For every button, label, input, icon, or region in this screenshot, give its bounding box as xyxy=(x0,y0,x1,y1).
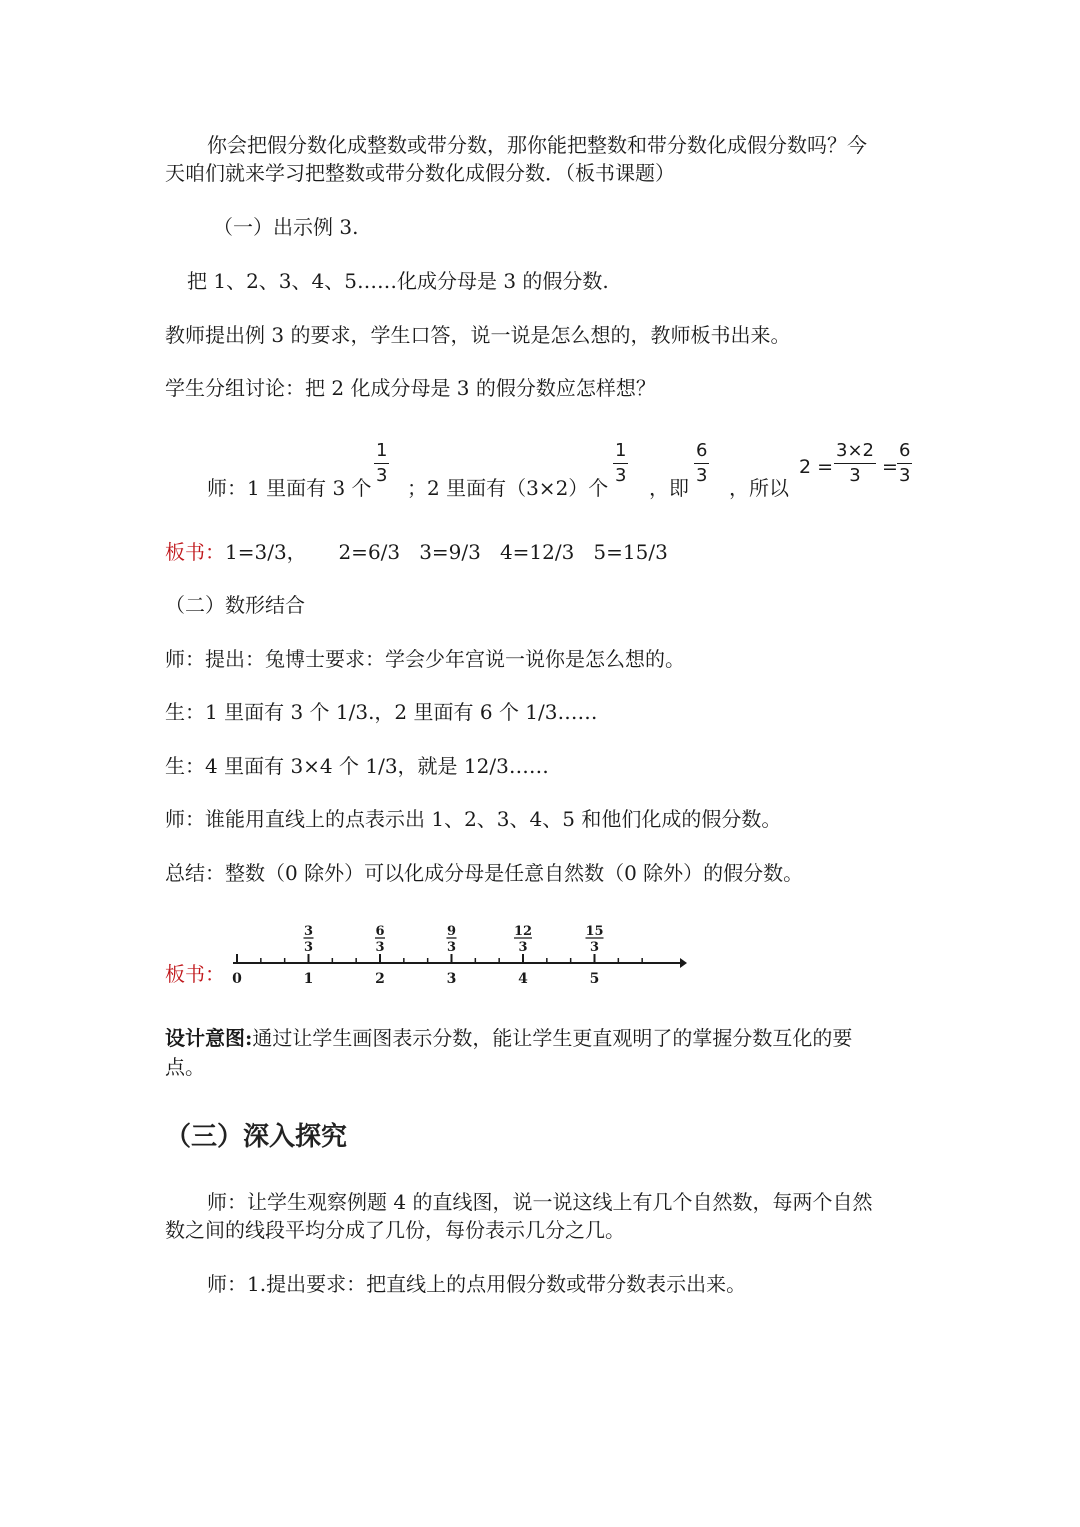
equation-fraction-six-thirds: $\frac{6}{3}$ xyxy=(899,440,911,486)
section3-para-2: 师：1.提出要求：把直线上的点用假分数或带分数表示出来。 xyxy=(207,1272,747,1296)
major-ticks xyxy=(232,924,603,987)
fraction-denominator: 3 xyxy=(375,940,385,955)
board-label: 板书： xyxy=(165,540,225,564)
section2-line-3: 生：4 里面有 3×4 个 1/3，就是 12/3…… xyxy=(165,754,549,778)
board-writing-1 xyxy=(165,537,668,567)
example-3-text: 把 1、2、3、4、5……化成分母是 3 的假分数. xyxy=(187,269,609,293)
fraction-numerator-12: 12 xyxy=(513,924,533,939)
fraction-denominator: 3 xyxy=(518,940,528,955)
section1-title: （一）出示例 3. xyxy=(213,215,359,239)
board-content: 1=3/3， 2=6/3 3=9/3 4=12/3 5=15/3 xyxy=(225,540,668,564)
fraction-numerator-15: 15 xyxy=(585,924,604,939)
design-intent-text: 通过让学生画图表示分数，能让学生更直观明了的掌握分数互化的要 xyxy=(252,1026,853,1050)
number-line-arrow-icon xyxy=(680,958,687,968)
number-line-board-label: 板书： xyxy=(165,962,225,986)
teacher-part-4: ，所以 xyxy=(729,476,789,500)
tick-label-0: 0 xyxy=(232,971,242,987)
design-intent-label: 设计意图: xyxy=(165,1026,253,1050)
tick-label-4: 4 xyxy=(518,971,528,987)
section3-para-1-line-1: 师：让学生观察例题 4 的直线图，说一说这线上有几个自然数，每两个自然 xyxy=(207,1190,873,1214)
tick-label-1: 1 xyxy=(303,971,314,987)
teacher-part-3: ，即 xyxy=(649,476,689,500)
group-discussion-text: 学生分组讨论：把 2 化成分母是 3 的假分数应怎样想？ xyxy=(165,376,656,400)
fraction-one-third-a: $\frac{1}{3}$ xyxy=(376,440,388,486)
fraction-numerator-6: 6 xyxy=(375,924,385,939)
section2-line-2: 生：1 里面有 3 个 1/3.，2 里面有 6 个 1/3…… xyxy=(165,700,598,724)
design-intent-line-2: 点。 xyxy=(165,1055,205,1079)
tick-label-5: 5 xyxy=(589,971,600,987)
intro-line-1: 你会把假分数化成整数或带分数，那你能把整数和带分数化成假分数吗？今 xyxy=(207,133,867,157)
design-intent-line-1 xyxy=(165,1023,852,1053)
fraction-denominator: 3 xyxy=(589,940,600,955)
section3-heading: （三）深入探究 xyxy=(165,1122,348,1152)
section2-summary: 总结：整数（0 除外）可以化成分母是任意自然数（0 除外）的假分数。 xyxy=(165,861,804,885)
teacher-part-1: 师：1 里面有 3 个 xyxy=(207,476,372,500)
number-line-diagram xyxy=(225,920,695,990)
fraction-numerator-3: 3 xyxy=(303,924,314,939)
fraction-six-thirds: $\frac{6}{3}$ xyxy=(696,440,708,486)
equation-equals: = xyxy=(882,456,898,478)
teacher-part-2: ；2 里面有（3×2）个 xyxy=(407,476,609,500)
section3-para-1-line-2: 数之间的线段平均分成了几份，每份表示几分之几。 xyxy=(165,1218,625,1242)
teacher-request-text: 教师提出例 3 的要求，学生口答，说一说是怎么想的，教师板书出来。 xyxy=(165,323,791,347)
fraction-denominator: 3 xyxy=(446,940,457,955)
section2-line-4: 师：谁能用直线上的点表示出 1、2、3、4、5 和他们化成的假分数。 xyxy=(165,807,782,831)
fraction-numerator-9: 9 xyxy=(446,924,457,939)
tick-label-3: 3 xyxy=(446,971,457,987)
equation-fraction-3x2-over-3: $\frac{3\times 2}{3}$ xyxy=(836,440,874,486)
tick-label-2: 2 xyxy=(375,971,385,987)
section2-title: （二）数形结合 xyxy=(165,593,305,617)
intro-line-2: 天咱们就来学习把整数或带分数化成假分数．（板书课题） xyxy=(165,161,675,185)
fraction-denominator: 3 xyxy=(303,940,314,955)
fraction-one-third-b: $\frac{1}{3}$ xyxy=(615,440,627,486)
equation-lhs: 2 = xyxy=(799,456,834,478)
section2-line-1: 师：提出：兔博士要求：学会少年宫说一说你是怎么想的。 xyxy=(165,647,685,671)
